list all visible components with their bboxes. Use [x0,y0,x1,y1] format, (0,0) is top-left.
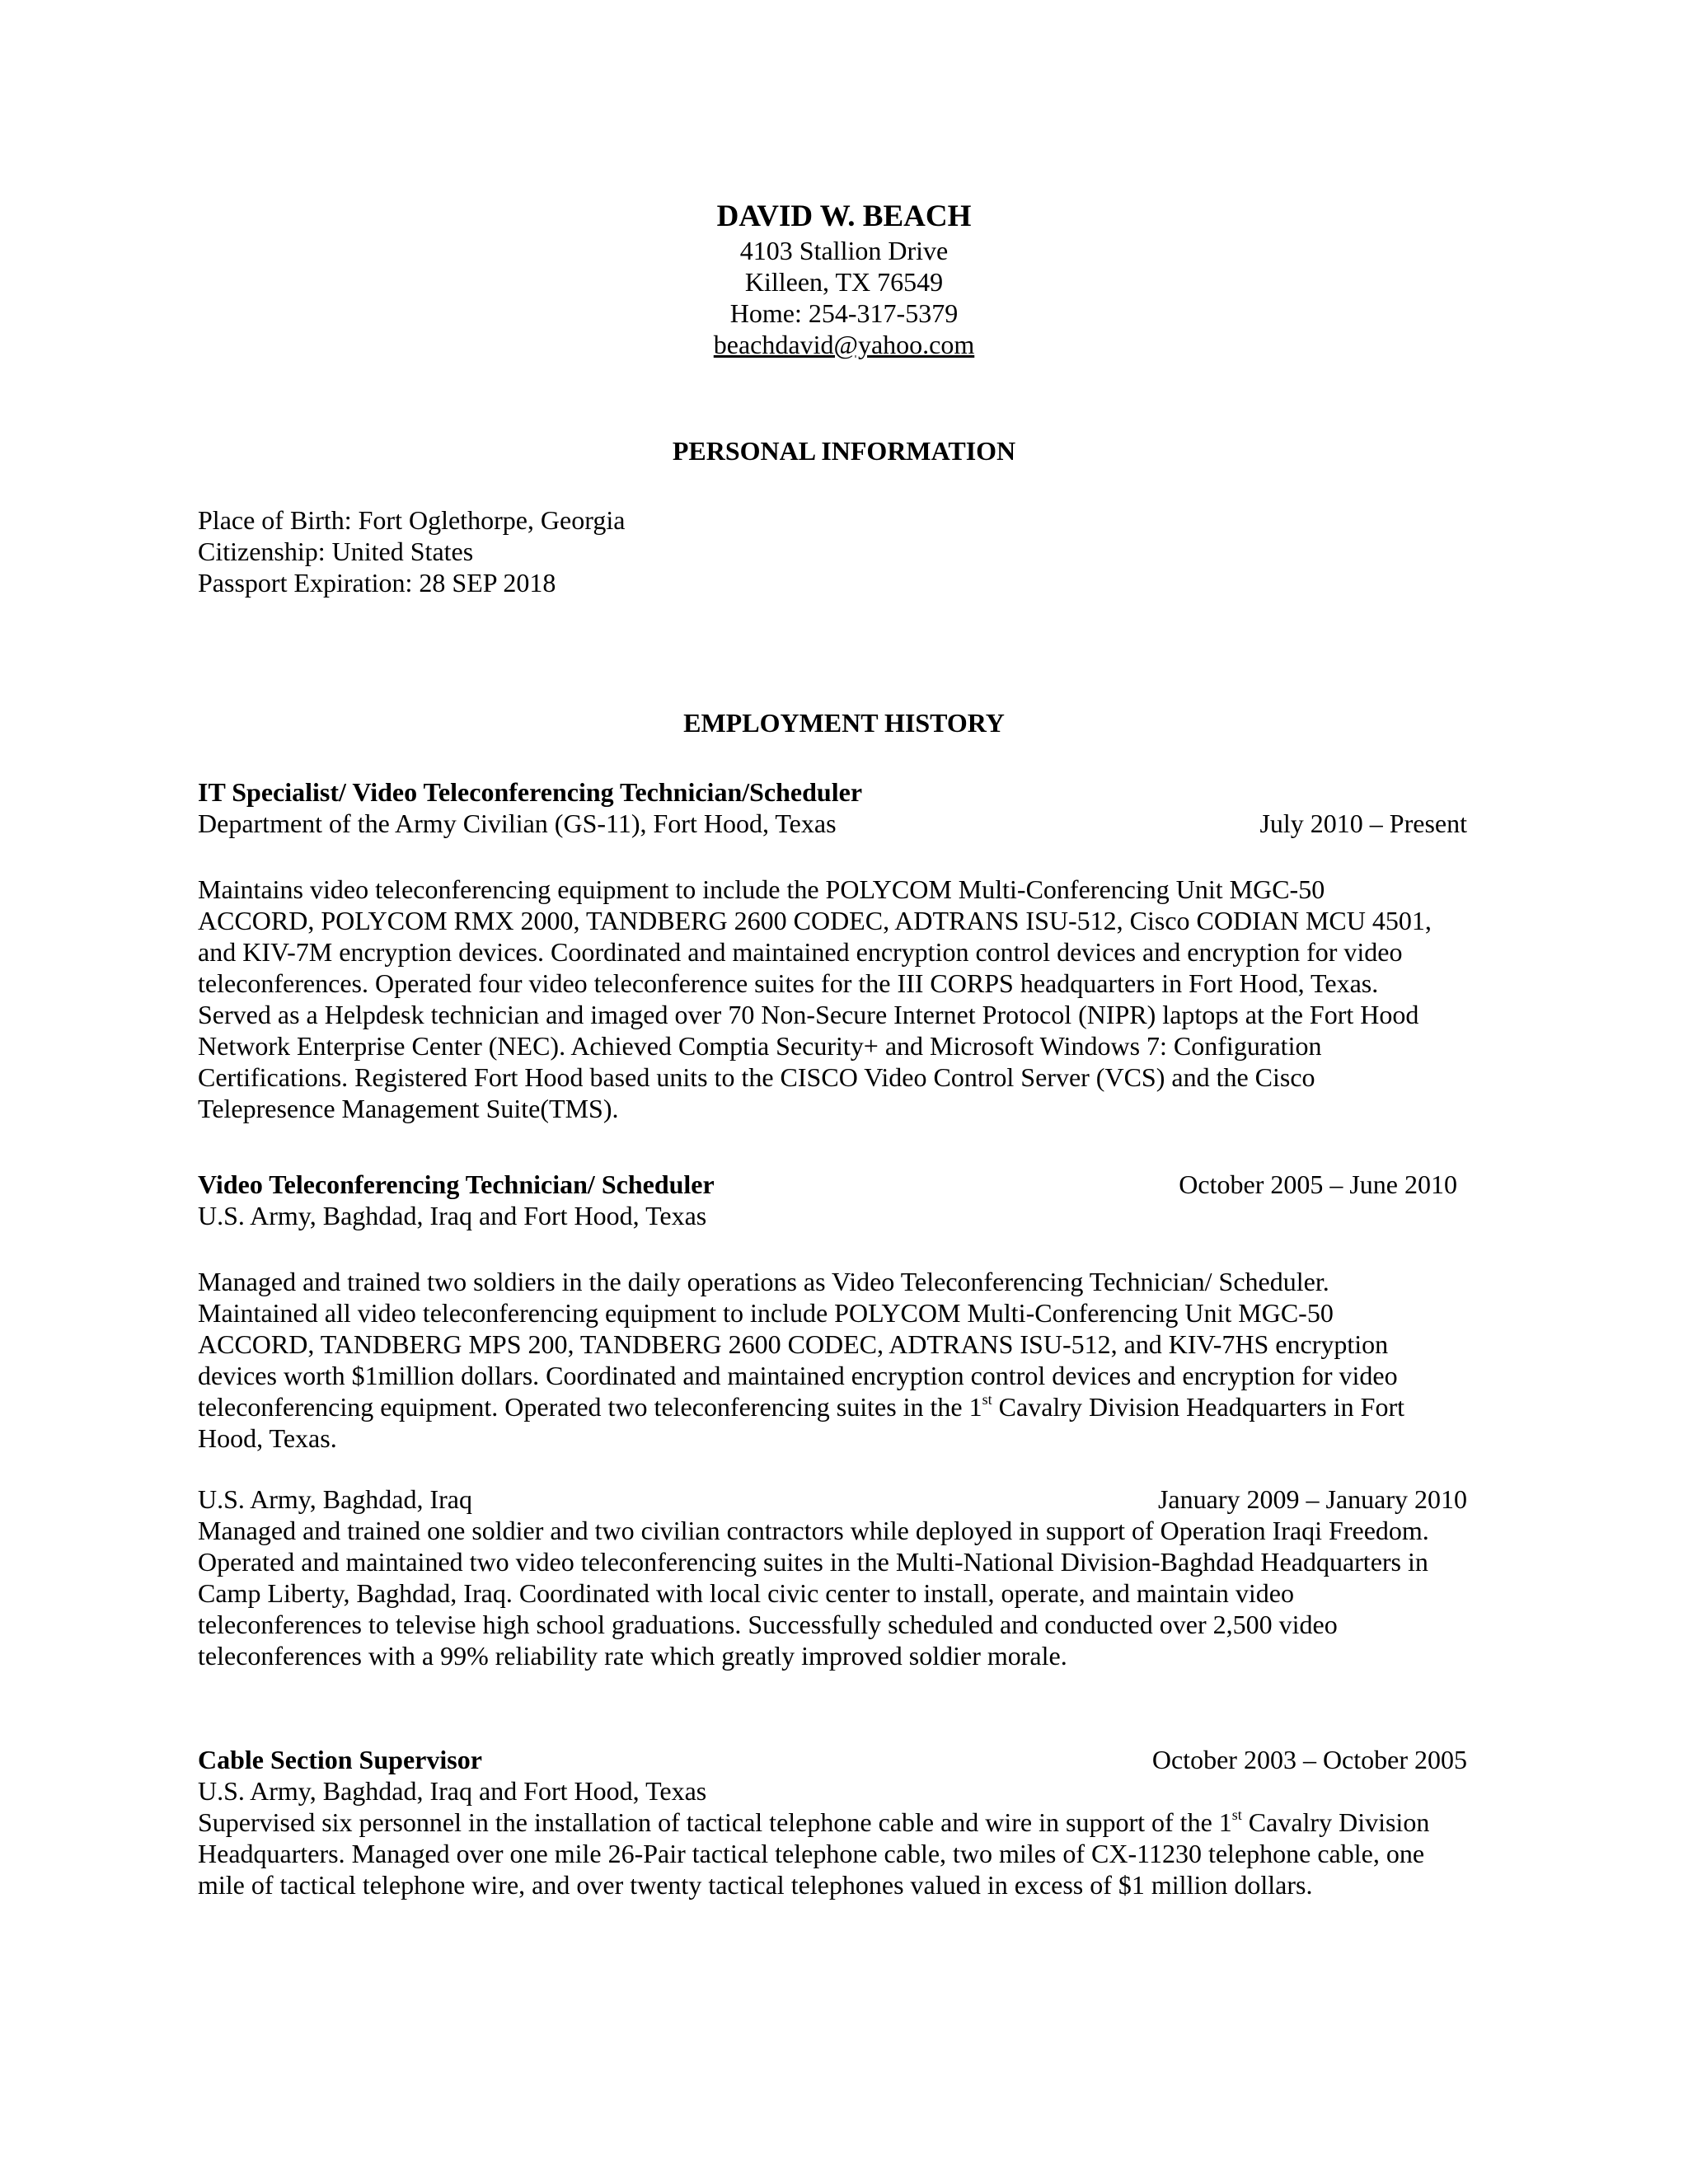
job-dates: October 2005 – June 2010 [1179,1169,1457,1199]
job-description-part-1: Managed and trained two soldiers in the daily operations as Video Teleconferencing Technician/ Scheduler. Maintained all video teleconferencing equipment to include POLYCOM Multi-Conferencing Unit MGC-50 ACCORD, TANDBERG MPS 200, TANDBERG 2600 CODEC, ADTRANS ISU-512, and KIV-7HS encryption devices worth $1million dollars. Coordinated and maintained encryption control devices and encryption for video teleconferencing equipment. Operated two teleconferencing suites in the 1 [198,1267,1398,1422]
job-description: Maintains video teleconferencing equipment to include the POLYCOM Multi-Conferencing Unit MGC-50 ACCORD, POLYCOM RMX 2000, TANDBERG 2600 CODEC, ADTRANS ISU-512, Cisco CODIAN MCU 4501, and KIV-7M encryption devices. Coordinated and maintained encryption control devices and encryption for video teleconferences. Operated four video teleconference suites for the III CORPS headquarters in Fort Hood, Texas. Served as a Helpdesk technician and imaged over 70 Non-Secure Internet Protocol (NIPR) laptops at the Fort Hood Network Enterprise Center (NEC). Achieved Comptia Security+ and Microsoft Windows 7: Configuration Certifications. Registered Fort Hood based units to the CISCO Video Control Server (VCS) and the Cisco Telepresence Management Suite(TMS). [198,874,1432,1123]
passport-expiration: Passport Expiration: 28 SEP 2018 [198,568,556,598]
employment-history-title: EMPLOYMENT HISTORY [683,708,1005,738]
job-dates: October 2003 – October 2005 [1151,1745,1467,1774]
job-org-row [198,808,1467,839]
job-title-row [198,1744,1467,1775]
email-wrapper [0,329,1688,360]
sub-assignment-row [198,1483,1467,1515]
place-of-birth: Place of Birth: Fort Oglethorpe, Georgia [198,505,626,535]
address-line-1: 4103 Stallion Drive [739,236,949,265]
address-line-2: Killeen, TX 76549 [744,267,944,297]
phone: Home: 254-317-5379 [729,298,959,328]
sub-assignment-dates: January 2009 – January 2010 [1157,1484,1467,1514]
job-title-row [198,1169,1457,1200]
job-org: Department of the Army Civilian (GS-11), Fort Hood, Texas [198,808,837,838]
job-description-part-1: Supervised six personnel in the installation of tactical telephone cable and wire in support of the 1 [198,1807,1232,1837]
sub-assignment-org: U.S. Army, Baghdad, Iraq [198,1484,472,1514]
job-org: U.S. Army, Baghdad, Iraq and Fort Hood, Texas [198,1776,707,1806]
job-title: Video Teleconferencing Technician/ Scheduler [198,1169,715,1199]
job-description-part-2: Cavalry Division Headquarters. Managed over one mile 26-Pair tactical telephone cable, two miles of CX-11230 telephone cable, one mile of tactical telephone wire, and over twenty tactical telephones valued in excess of $1 million dollars. [198,1807,1430,1900]
job-dates: July 2010 – Present [1259,808,1467,838]
email-link[interactable]: beachdavid@yahoo.com [713,330,975,359]
sub-assignment-description: Managed and trained one soldier and two civilian contractors while deployed in support of Operation Iraqi Freedom. Operated and maintained two video teleconferencing suites in the Multi-National Division-Baghdad Headquarters in Camp Liberty, Baghdad, Iraq. Coordinated with local civic center to install, operate, and maintain video teleconferences to televise high school graduations. Successfully scheduled and conducted over 2,500 video teleconferences with a 99% reliability rate which greatly improved soldier morale. [198,1516,1429,1671]
job-description [198,1807,1500,1900]
personal-info-title: PERSONAL INFORMATION [672,436,1016,466]
job-org: U.S. Army, Baghdad, Iraq and Fort Hood, Texas [198,1201,707,1230]
ordinal-suffix: st [1231,1807,1242,1823]
ordinal-suffix: st [982,1391,992,1408]
job-description [198,1266,1500,1454]
citizenship: Citizenship: United States [198,537,474,566]
job-title: Cable Section Supervisor [198,1745,482,1774]
job-description-part-2: Cavalry Division Headquarters in Fort Hood, Texas. [198,1392,1404,1453]
job-title: IT Specialist/ Video Teleconferencing Technician/Scheduler [198,777,863,807]
candidate-name: DAVID W. BEACH [716,199,972,233]
